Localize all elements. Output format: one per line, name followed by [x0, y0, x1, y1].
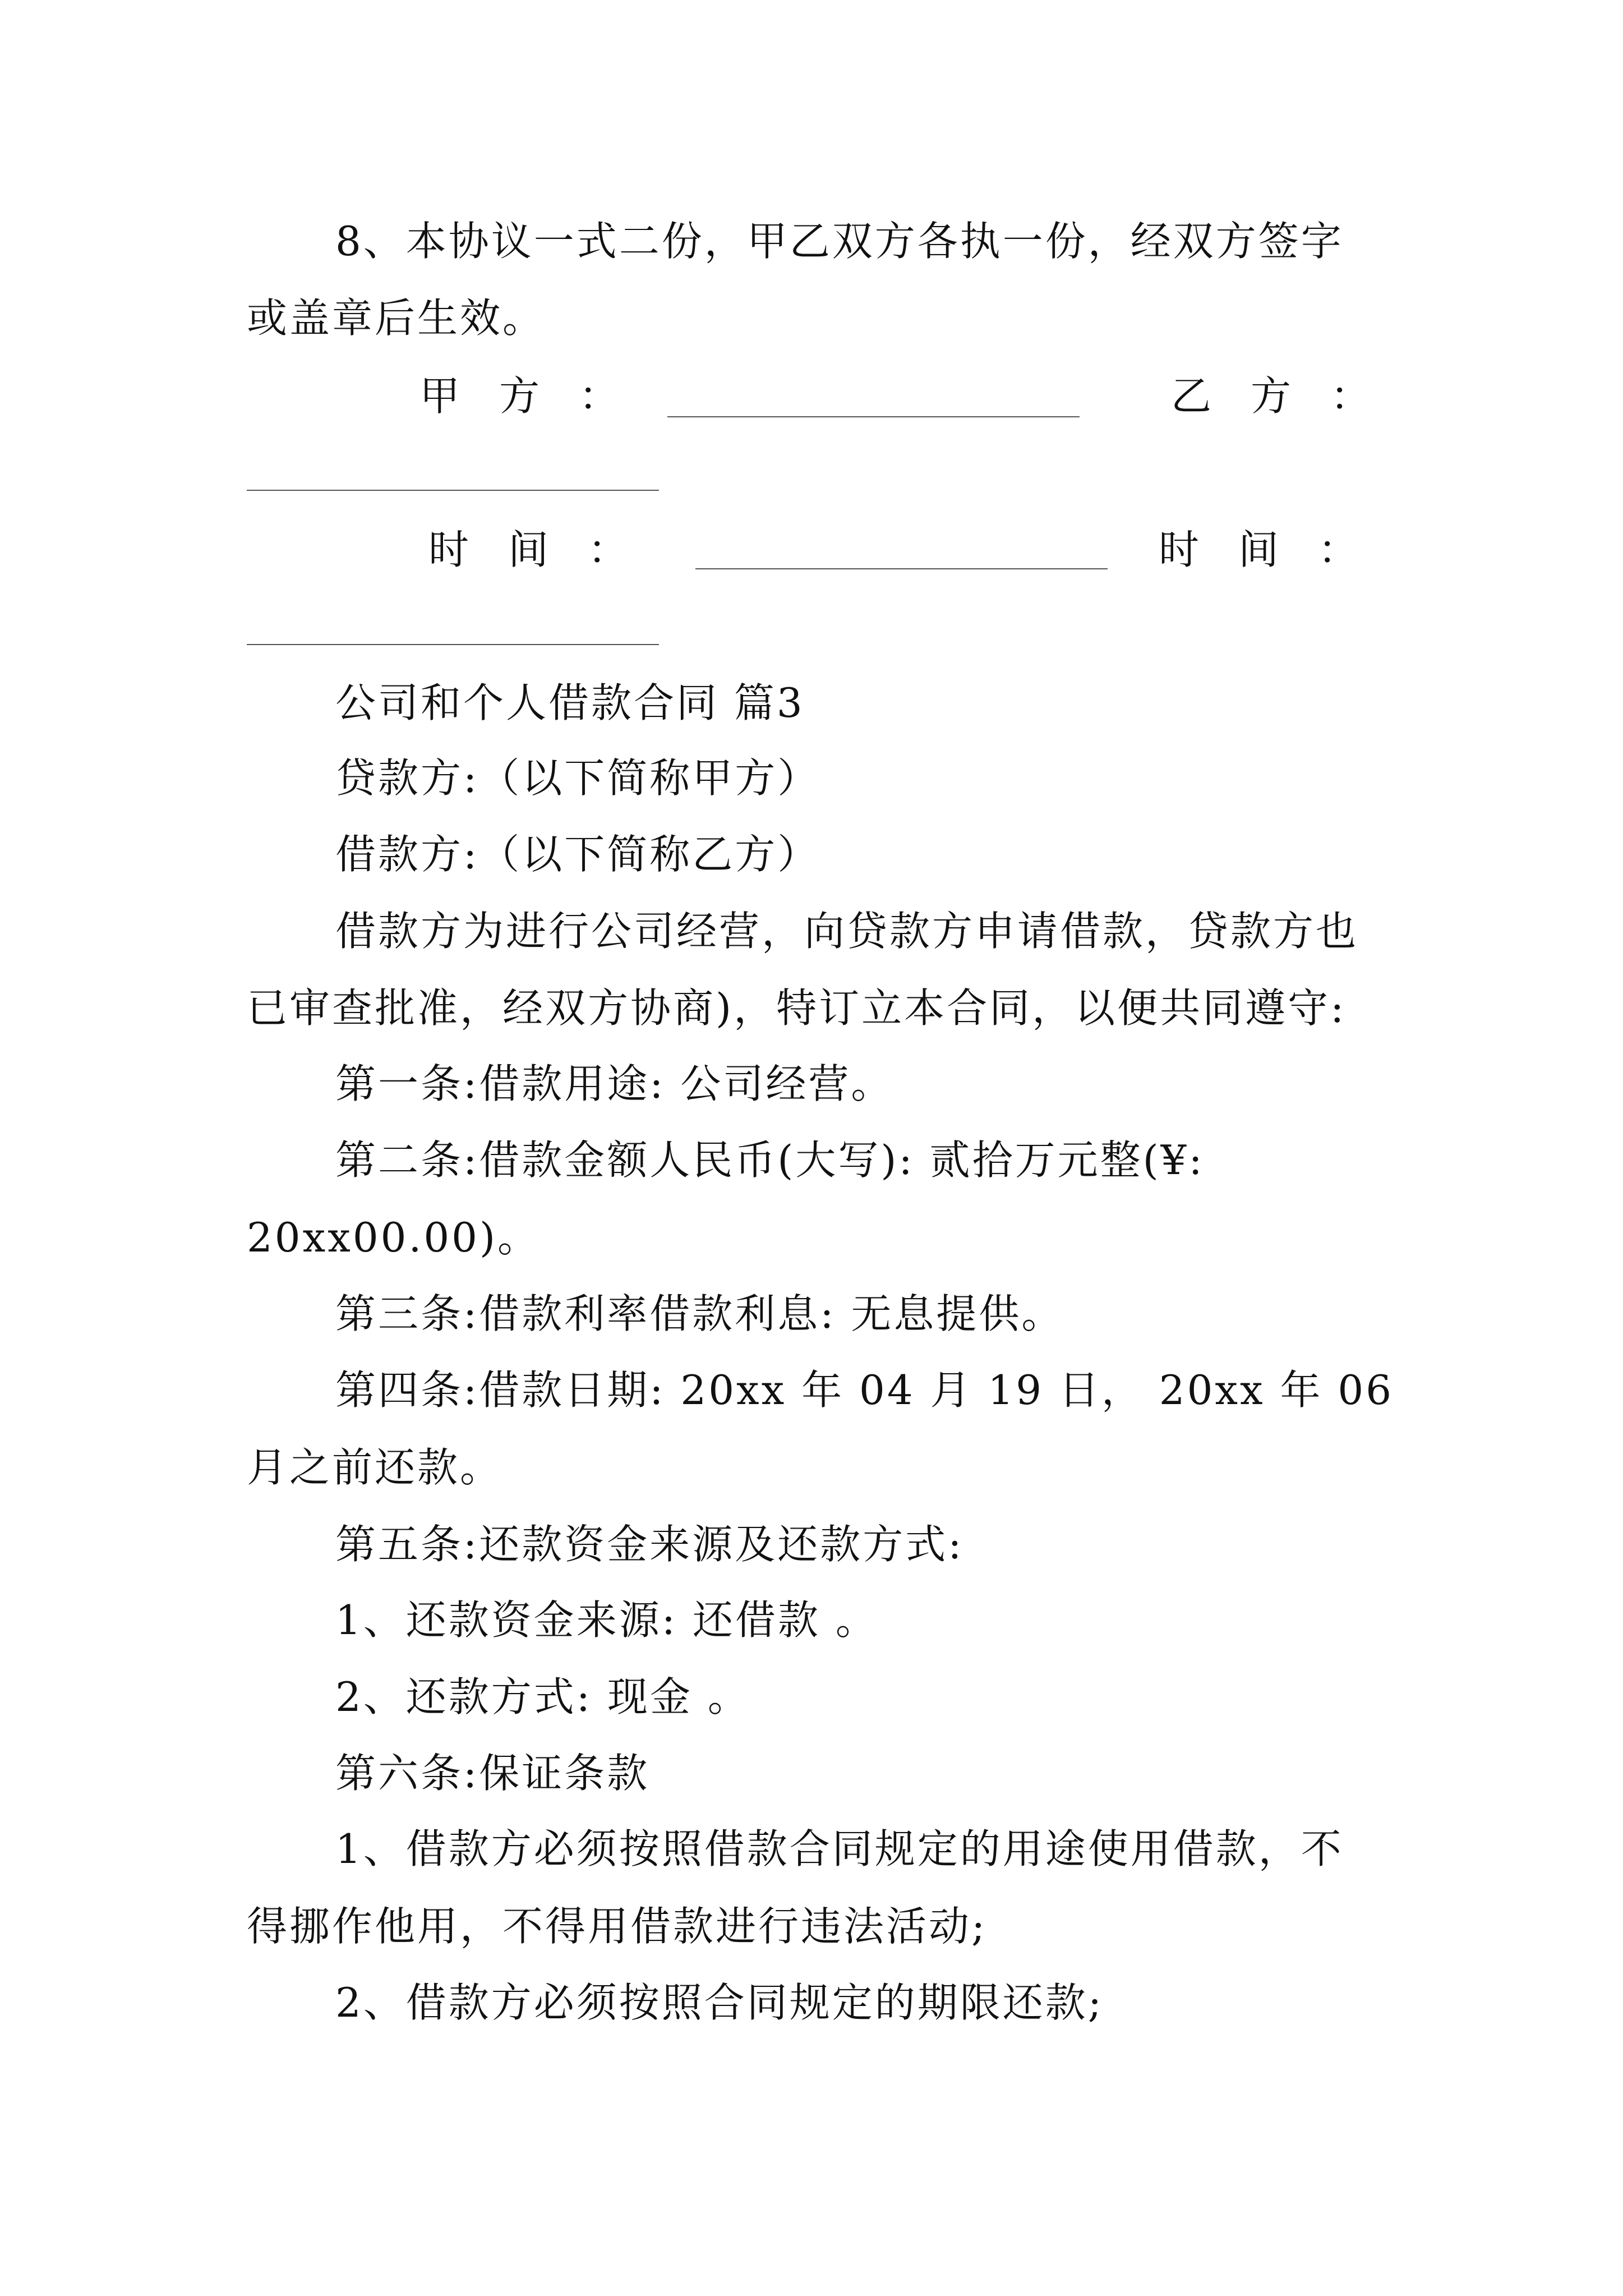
article-6-item-2: 2、借款方必须按照合同规定的期限还款;: [335, 1979, 1104, 2026]
time-b-label: 时间：: [1159, 526, 1398, 573]
lender-line: 贷款方:（以下简称甲方）: [335, 754, 820, 802]
time-b-line: [247, 644, 659, 645]
party-b-label: 乙方：: [1171, 372, 1410, 420]
article-2-line-2: 20xx00.00)。: [247, 1214, 541, 1261]
article-3: 第三条:借款利率借款利息: 无息提供。: [335, 1290, 1064, 1337]
clause-8-line-2: 或盖章后生效。: [247, 295, 546, 342]
borrower-line: 借款方:（以下简称乙方）: [335, 831, 820, 878]
article-4-line-1: 第四条:借款日期: 20xx 年 04 月 19 日， 20xx 年 06: [335, 1366, 1394, 1414]
time-a-line: [695, 568, 1108, 569]
party-a-signature-line: [667, 416, 1080, 417]
time-a-label: 时间：: [428, 526, 668, 573]
article-6: 第六条:保证条款: [335, 1750, 650, 1797]
article-4-line-2: 月之前还款。: [247, 1444, 503, 1491]
intro-line-2: 已审查批准，经双方协商)，特订立本合同，以便共同遵守:: [247, 984, 1347, 1032]
intro-line-1: 借款方为进行公司经营，向贷款方申请借款，贷款方也: [335, 908, 1359, 955]
article-1: 第一条:借款用途: 公司经营。: [335, 1060, 894, 1107]
article-5-item-1: 1、还款资金来源: 还借款 。: [335, 1596, 878, 1644]
clause-8-line-1: 8、本协议一式二份，甲乙双方各执一份，经双方签字: [335, 218, 1344, 265]
contract-title: 公司和个人借款合同 篇3: [335, 679, 805, 726]
party-a-label: 甲方：: [419, 372, 659, 420]
article-6-item-1-line-1: 1、借款方必须按照借款合同规定的用途使用借款，不: [335, 1825, 1344, 1872]
article-5-item-2: 2、还款方式: 现金 。: [335, 1673, 750, 1720]
article-2-line-1: 第二条:借款金额人民币(大写): 贰拾万元整(¥:: [335, 1137, 1205, 1184]
article-5: 第五条:还款资金来源及还款方式:: [335, 1521, 964, 1568]
party-b-signature-line: [247, 490, 659, 491]
article-6-item-1-line-2: 得挪作他用，不得用借款进行违法活动;: [247, 1903, 988, 1950]
